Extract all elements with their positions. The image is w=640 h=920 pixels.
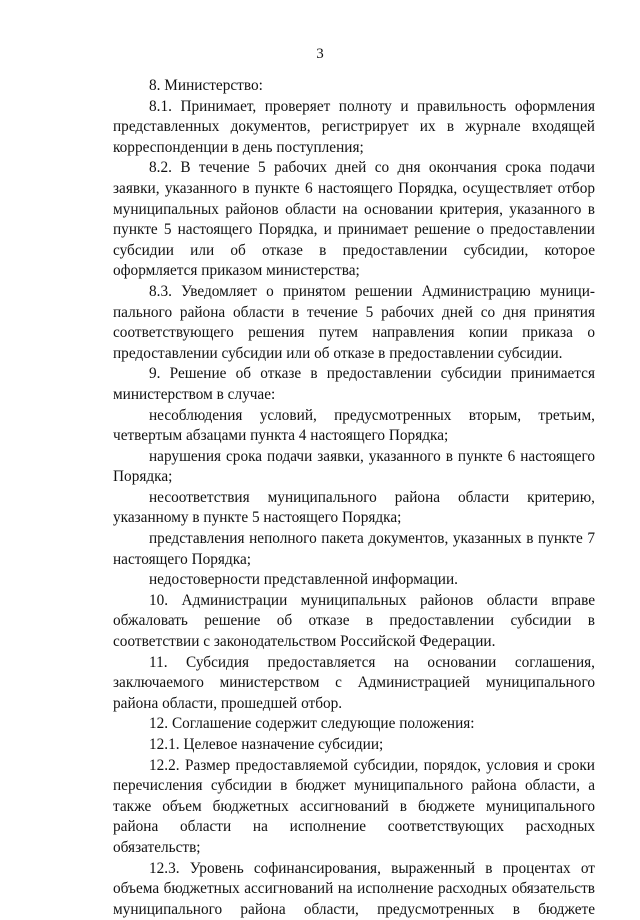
list-item-9-b: нарушения срока подачи заявки, указанного в пункте 6 настоящего Порядка;	[113, 447, 595, 486]
paragraph-8-3: 8.3. Уведомляет о принятом решении Администрацию муници-пального района области в течение 5 рабочих дней со дня принятия соответствующего решения путем направления копии приказа о предоставлении субсидии или об отказе в предоставлении субсидии.	[113, 282, 595, 362]
paragraph-12: 12. Соглашение содержит следующие положения:	[149, 715, 475, 733]
paragraph-12-2: 12.2. Размер предоставляемой субсидии, порядок, условия и сроки перечисления субсидии в бюджет муниципального района области, а также объем бюджетных ассигнований в бюджете муниципального района области на исполнение соответствующих расходных обязательств;	[113, 756, 595, 856]
paragraph-12-3: 12.3. Уровень софинансирования, выраженный в процентах от объема бюджетных ассигнований на исполнение расходных обязательств муниципального района области, предусмотренных в бюджете	[113, 859, 595, 918]
paragraph-11: 11. Субсидия предоставляется на основании соглашения, заключаемого министерством с Администрацией муниципального района области, прошедшей отбор.	[113, 653, 595, 712]
list-item-9-d: представления неполного пакета документов, указанных в пункте 7 настоящего Порядка;	[113, 530, 595, 568]
paragraph-12-1: 12.1. Целевое назначение субсидии;	[149, 736, 384, 753]
paragraph-10: 10. Администрации муниципальных районов области вправе обжаловать решение об отказе в предоставлении субсидии в соответствии с законодательством Российской Федерации.	[113, 591, 595, 651]
paragraph-8-1: 8.1. Принимает, проверяет полноту и правильность оформления представленных документов, регистрирует их в журнале входящей корреспонденции в день поступления;	[113, 97, 595, 156]
paragraph-8-2: 8.2. В течение 5 рабочих дней со дня окончания срока подачи заявки, указанного в пункте 6 настоящего Порядка, осуществляет отбор муниципальных районов области на основании критерия, указанного в пункте 5 настоящего Порядка, и принимает решение о предоставлении субсидии или об отказе в предоставлении субсидии, которое оформляется приказом министерства;	[113, 159, 595, 280]
document-body	[113, 76, 595, 920]
paragraph-9: 9. Решение об отказе в предоставлении субсидии принимается министерством в случае:	[113, 365, 595, 403]
list-item-9-a: несоблюдения условий, предусмотренных вторым, третьим, четвертым абзацами пункта 4 настоящего Порядка;	[113, 406, 595, 445]
list-item-9-c: несоответствия муниципального района области критерию, указанному в пункте 5 настоящего Порядка;	[113, 488, 595, 527]
paragraph-8: 8. Министерство:	[149, 77, 263, 94]
page-number: 3	[316, 46, 324, 62]
list-item-9-e: недостоверности представленной информации.	[149, 571, 459, 589]
